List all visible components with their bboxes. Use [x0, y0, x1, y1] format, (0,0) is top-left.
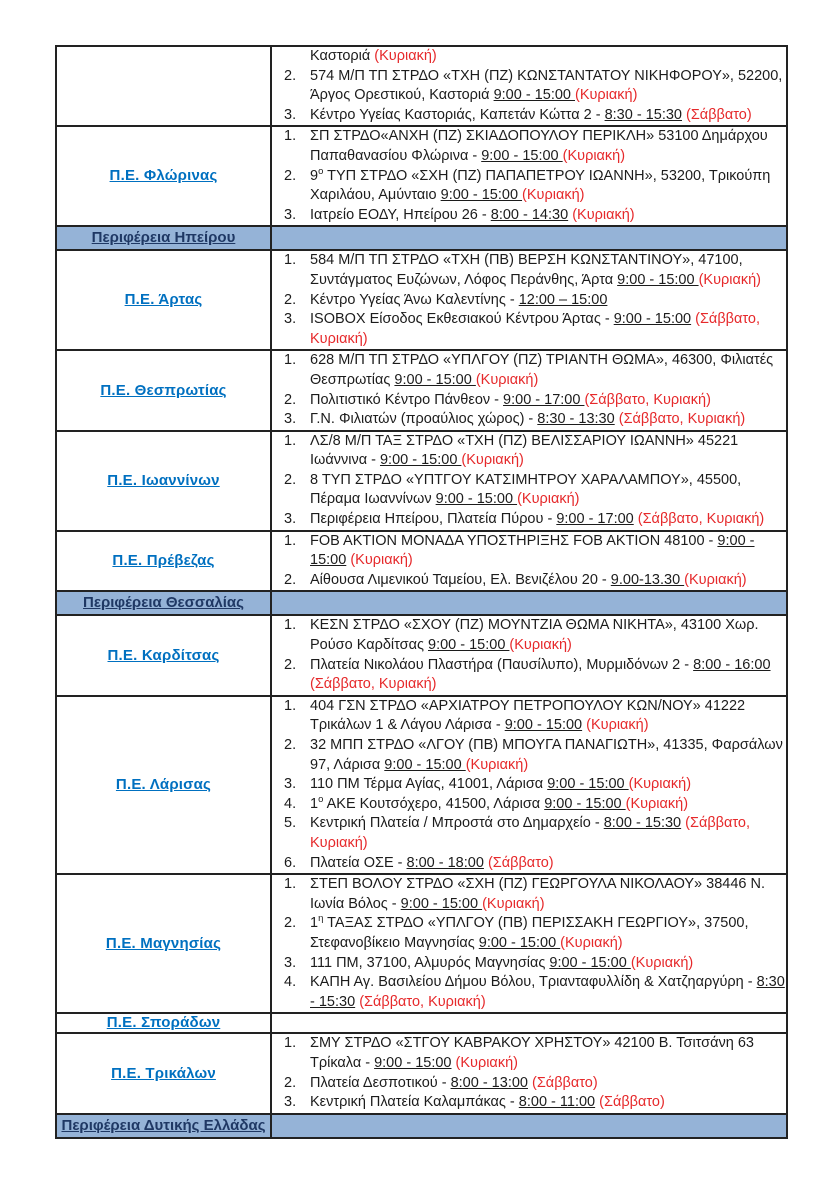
hours-text: 12:00 – 15:00	[518, 291, 608, 308]
unit-row	[56, 126, 787, 226]
document-page	[55, 45, 786, 1139]
unit-row	[56, 1033, 787, 1113]
location-item	[272, 510, 786, 530]
days-text: (Σάββατο)	[599, 1094, 665, 1111]
item-number: 3.	[284, 411, 297, 428]
region-header-row	[56, 1114, 787, 1138]
days-text: (Κυριακή)	[465, 756, 529, 773]
item-number: 3.	[284, 1094, 297, 1111]
hours-text: 9:00 - 15:00	[374, 1054, 452, 1071]
item-number: 2.	[284, 1074, 297, 1091]
location-item	[272, 410, 786, 430]
hours-text: 9:00 - 15:00	[544, 795, 626, 812]
unit-row	[56, 1013, 787, 1033]
location-item	[272, 736, 786, 775]
hours-text: 8:00 - 14:30	[490, 206, 569, 223]
item-number: 2.	[284, 67, 297, 84]
ordinal-superscript: η	[318, 913, 324, 925]
days-text: (Σάββατο, Κυριακή)	[310, 676, 437, 693]
locations-cell	[271, 531, 787, 592]
locations-cell	[271, 250, 787, 350]
location-item	[272, 973, 786, 1012]
item-text: ΚΕΣΝ ΣΤΡΔΟ «ΣΧΟΥ (ΠΖ) ΜΟΥΝΤΖΙΑ ΘΩΜΑ ΝΙΚΗΤΑ», 43100 Χωρ. Ρούσο Καρδίτσας 9:00 - 15:00 (Κυριακή)	[310, 617, 759, 654]
item-text: Κεντρική Πλατεία Καλαμπάκας - 8:00 - 11:00 (Σάββατο)	[310, 1094, 665, 1111]
unit-label-cell	[56, 126, 271, 226]
unit-label-link[interactable]: Π.Ε. Ιωαννίνων	[107, 471, 220, 489]
item-number: 1.	[284, 697, 297, 714]
location-item	[272, 656, 786, 695]
hours-text: 8:00 - 13:00	[450, 1074, 528, 1091]
item-text: $1^o$ ΑΚΕ Κουτσόχερο, 41500, Λάρισα 9:00 - 15:00 (Κυριακή)	[310, 793, 689, 812]
hours-text: 9:00 - 15:00	[547, 776, 629, 793]
days-text: (Σάββατο, Κυριακή)	[584, 391, 711, 408]
item-number: 2.	[284, 391, 297, 408]
hours-text: 9:00 - 15:00	[428, 637, 510, 654]
locations-cell	[271, 431, 787, 531]
hours-text: 9:00 - 15:00	[435, 491, 518, 508]
unit-label-cell	[56, 696, 271, 874]
location-item	[272, 106, 786, 126]
days-text: (Κυριακή)	[572, 206, 635, 223]
days-text: (Κυριακή)	[517, 491, 580, 508]
hours-text: 8:30 - 15:30	[604, 106, 682, 123]
unit-row	[56, 250, 787, 350]
location-item	[272, 914, 786, 953]
item-number: 1.	[284, 128, 297, 145]
unit-row	[56, 350, 787, 430]
hours-text: 9:00 - 15:00	[478, 934, 561, 951]
days-text: (Κυριακή)	[698, 271, 762, 288]
location-item	[272, 351, 786, 390]
region-header-label[interactable]: Περιφέρεια Ηπείρου	[91, 229, 236, 247]
item-text: 628 Μ/Π ΤΠ ΣΤΡΔΟ «ΥΠΛΓΟΥ (ΠΖ) ΤΡΙΑΝΤΗ ΘΩΜΑ», 46300, Φιλιατές Θεσπρωτίας 9:00 - 15:00 (Κυριακή)	[310, 352, 774, 388]
item-text: ΣΤΕΠ ΒΟΛΟΥ ΣΤΡΔΟ «ΣΧΗ (ΠΖ) ΓΕΩΡΓΟΥΛΑ ΝΙΚΟΛΑΟΥ» 38446 Ν. Ιωνία Βόλος - 9:00 - 15:00 (Κυριακή)	[310, 876, 765, 912]
days-text: (Κυριακή)	[374, 48, 437, 64]
unit-label-cell	[56, 250, 271, 350]
item-text: $9^o$ ΤΥΠ ΣΤΡΔΟ «ΣΧΗ (ΠΖ) ΠΑΠΑΠΕΤΡΟΥ ΙΩΑΝΝΗ», 53200, Τρικούπη Χαριλάου, Αμύνταιο 9:00 - 15:00 (Κυριακή)	[310, 165, 771, 204]
days-text: (Κυριακή)	[482, 895, 545, 912]
item-number: 1.	[284, 252, 297, 269]
hours-text: 9:00 - 15:00	[310, 532, 755, 569]
item-number: 4.	[284, 974, 297, 991]
unit-label-link[interactable]: Π.Ε. Τρικάλων	[111, 1064, 216, 1082]
hours-text: 9:00 - 15:00	[493, 87, 575, 104]
ordinal-superscript: ο	[318, 793, 324, 805]
item-number: 1.	[284, 432, 297, 449]
testing-points-table	[55, 45, 788, 1139]
location-item	[272, 1093, 786, 1113]
location-item	[272, 206, 786, 226]
item-text: 32 ΜΠΠ ΣΤΡΔΟ «ΛΓΟΥ (ΠΒ) ΜΠΟΥΓΑ ΠΑΝΑΓΙΩΤΗ», 41335, Φαρσάλων 97, Λάρισα 9:00 - 15:00 (Κυριακή)	[310, 737, 783, 773]
location-item	[272, 127, 786, 166]
days-text: (Κυριακή)	[560, 934, 623, 951]
hours-text: 9.00-13.30	[610, 571, 685, 588]
unit-label-link[interactable]: Π.Ε. Πρέβεζας	[112, 552, 215, 570]
item-text: 574 Μ/Π ΤΠ ΣΤΡΔΟ «ΤΧΗ (ΠΖ) ΚΩΝΣΤΑΝΤΑΤΟΥ ΝΙΚΗΦΟΡΟΥ», 52200, Άργος Ορεστικού, Καστοριά 9:00 - 15:00 (Κυριακή)	[310, 67, 783, 104]
item-text: ΣΠ ΣΤΡΔΟ«ΑΝΧΗ (ΠΖ) ΣΚΙΑΔΟΠΟΥΛΟΥ ΠΕΡΙΚΛΗ» 53100 Δημάρχου Παπαθανασίου Φλώρινα - 9:00 - 15:00 (Κυριακή)	[310, 128, 768, 164]
hours-text: 8:00 - 15:30	[603, 815, 682, 832]
item-number: 6.	[284, 854, 297, 871]
item-number: 3.	[284, 311, 297, 328]
unit-label-cell	[56, 874, 271, 1013]
item-text: 110 ΠΜ Τέρμα Αγίας, 41001, Λάρισα 9:00 - 15:00 (Κυριακή)	[310, 776, 692, 793]
item-number: 4.	[284, 795, 297, 812]
item-number: 2.	[284, 571, 297, 588]
unit-row	[56, 615, 787, 695]
days-text: (Κυριακή)	[455, 1054, 518, 1071]
item-text: FOB AKTION ΜΟΝΑΔΑ ΥΠΟΣΤΗΡΙΞΗΣ FOB AKTION 48100 - 9:00 - 15:00 (Κυριακή)	[310, 532, 755, 569]
days-text: (Κυριακή)	[684, 571, 747, 588]
item-text: Αίθουσα Λιμενικού Ταμείου, Ελ. Βενιζέλου 20 - 9.00-13.30 (Κυριακή)	[310, 571, 747, 588]
item-number: 3.	[284, 511, 297, 528]
unit-label-link[interactable]: Π.Ε. Θεσπρωτίας	[100, 381, 227, 399]
location-item	[272, 875, 786, 914]
unit-label-cell	[56, 615, 271, 695]
location-item	[272, 391, 786, 411]
days-text: (Κυριακή)	[522, 187, 585, 204]
hours-text: 9:00 - 17:00	[556, 511, 634, 528]
locations-cell	[271, 126, 787, 226]
region-header-row	[56, 226, 787, 250]
region-header-cell	[56, 226, 271, 250]
roster-body	[56, 46, 787, 1138]
item-text: 584 Μ/Π ΤΠ ΣΤΡΔΟ «ΤΧΗ (ΠΒ) ΒΕΡΣΗ ΚΩΝΣΤΑΝΤΙΝΟΥ», 47100, Συντάγματος Ευζώνων, Λόφος Περάνθης, Άρτα 9:00 - 15:00 (Κυριακή)	[310, 252, 762, 288]
hours-text: 9:00 - 15:00	[549, 954, 631, 971]
region-header-spacer-cell	[271, 591, 787, 615]
unit-row	[56, 431, 787, 531]
item-text: ΛΣ/8 Μ/Π ΤΑΞ ΣΤΡΔΟ «ΤΧΗ (ΠΖ) ΒΕΛΙΣΣΑΡΙΟΥ ΙΩΑΝΝΗ» 45221 Ιωάννινα - 9:00 - 15:00 (Κυριακή)	[310, 432, 739, 469]
item-number: 3.	[284, 206, 297, 223]
locations-cell	[271, 1013, 787, 1033]
days-text: (Σάββατο, Κυριακή)	[310, 311, 760, 347]
unit-label-link[interactable]: Π.Ε. Καρδίτσας	[107, 646, 220, 664]
unit-row	[56, 531, 787, 592]
unit-label-cell	[56, 431, 271, 531]
unit-label-link[interactable]: Π.Ε. Μαγνησίας	[105, 934, 222, 952]
locations-cell	[271, 350, 787, 430]
item-number: 2.	[284, 471, 297, 488]
item-text: Πλατεία Νικολάου Πλαστήρα (Παυσίλυπο), Μυρμιδόνων 2 - 8:00 - 16:00 (Σάββατο, Κυριακή)	[310, 656, 771, 693]
hours-text: 9:00 - 15:00	[440, 187, 523, 204]
unit-label-link[interactable]: Π.Ε. Άρτας	[124, 291, 203, 309]
item-text: ΚΑΠΗ Αγ. Βασιλείου Δήμου Βόλου, Τριανταφυλλίδη & Χατζηαργύρη - 8:30 - 15:30 (Σάββατο, Κυριακή)	[310, 974, 785, 1010]
location-item	[272, 854, 786, 874]
location-item	[272, 310, 786, 349]
location-item	[272, 47, 786, 67]
locations-cell	[271, 46, 787, 126]
hours-text: 9:00 - 15:00	[504, 717, 583, 734]
unit-label-cell	[56, 350, 271, 430]
days-text: (Κυριακή)	[575, 87, 638, 104]
location-item	[272, 571, 786, 591]
location-item	[272, 167, 786, 206]
days-text: (Κυριακή)	[350, 552, 413, 569]
hours-text: 9:00 - 15:00	[394, 371, 476, 388]
item-number: 1.	[284, 876, 297, 893]
unit-label-cell	[56, 1013, 271, 1033]
location-item	[272, 1034, 786, 1073]
item-text: ISOBOX Είσοδος Εκθεσιακού Κέντρου Άρτας - 9:00 - 15:00 (Σάββατο, Κυριακή)	[310, 311, 760, 347]
unit-row	[56, 874, 787, 1013]
days-text: (Κυριακή)	[586, 717, 649, 734]
location-item	[272, 954, 786, 974]
item-text: Κέντρο Υγείας Άνω Καλεντίνης - 12:00 – 15:00	[310, 291, 608, 308]
locations-cell	[271, 615, 787, 695]
location-item	[272, 251, 786, 290]
hours-text: 9:00 - 15:00	[617, 271, 699, 288]
item-text: Πλατεία Δεσποτικού - 8:00 - 13:00 (Σάββατο)	[310, 1074, 598, 1091]
hours-text: 8:00 - 16:00	[693, 656, 771, 673]
item-text: Κέντρο Υγείας Καστοριάς, Καπετάν Κώττα 2 - 8:30 - 15:30 (Σάββατο)	[310, 106, 752, 123]
days-text: (Κυριακή)	[562, 147, 626, 164]
region-header-label[interactable]: Περιφέρεια Θεσσαλίας	[83, 594, 244, 612]
location-item	[272, 1074, 786, 1094]
location-item	[272, 814, 786, 853]
days-text: (Κυριακή)	[628, 776, 692, 793]
region-header-label[interactable]: Περιφέρεια Δυτικής Ελλάδας	[61, 1116, 266, 1134]
item-number: 2.	[284, 656, 297, 673]
unit-label-link[interactable]: Π.Ε. Λάρισας	[115, 775, 212, 793]
days-text: (Σάββατο, Κυριακή)	[637, 511, 765, 528]
item-text: $1^\eta$ ΤΑΞΑΣ ΣΤΡΔΟ «ΥΠΛΓΟΥ (ΠΒ) ΠΕΡΙΣΣΑΚΗ ΓΕΩΡΓΙΟΥ», 37500, Στεφανοβίκειο Μαγνησίας 9:00 - 15:00 (Κυριακή)	[310, 913, 749, 951]
location-item	[272, 795, 786, 815]
days-text: (Σάββατο)	[532, 1074, 598, 1091]
location-item	[272, 775, 786, 795]
item-text: Πλατεία ΟΣΕ - 8:00 - 18:00 (Σάββατο)	[310, 854, 554, 871]
item-number: 2.	[284, 737, 297, 753]
hours-text: 8:00 - 11:00	[518, 1094, 596, 1111]
hours-text: 8:00 - 18:00	[406, 854, 484, 871]
days-text: (Κυριακή)	[475, 371, 539, 388]
item-text: Περιφέρεια Ηπείρου, Πλατεία Πύρου - 9:00 - 17:00 (Σάββατο, Κυριακή)	[310, 511, 765, 528]
item-number: 1.	[284, 617, 297, 634]
item-text: 404 ΓΣΝ ΣΤΡΔΟ «ΑΡΧΙΑΤΡΟΥ ΠΕΤΡΟΠΟΥΛΟΥ ΚΩΝ/ΝΟΥ» 41222 Τρικάλων 1 & Λάγου Λάρισα - 9:00 - 15:00 (Κυριακή)	[310, 697, 746, 734]
days-text: (Σάββατο)	[686, 106, 752, 123]
days-text: (Κυριακή)	[509, 637, 572, 654]
item-number: 2.	[284, 167, 297, 184]
hours-text: 8:30 - 13:30	[537, 411, 615, 428]
days-text: (Κυριακή)	[625, 795, 689, 812]
unit-label-link[interactable]: Π.Ε. Σποράδων	[106, 1014, 221, 1032]
region-header-spacer-cell	[271, 226, 787, 250]
empty-locations	[272, 1014, 786, 1032]
location-item	[272, 67, 786, 106]
days-text: (Κυριακή)	[630, 954, 694, 971]
item-text: Γ.Ν. Φιλιατών (προαύλιος χώρος) - 8:30 - 13:30 (Σάββατο, Κυριακή)	[310, 411, 746, 428]
hours-text: 9:00 - 15:00	[481, 147, 563, 164]
region-header-spacer-cell	[271, 1114, 787, 1138]
days-text: (Σάββατο, Κυριακή)	[310, 815, 751, 851]
item-number: 3.	[284, 954, 297, 971]
item-text: Κεντρική Πλατεία / Μπροστά στο Δημαρχείο - 8:00 - 15:30 (Σάββατο, Κυριακή)	[310, 815, 751, 851]
item-number: 1.	[284, 532, 297, 549]
days-text: (Σάββατο, Κυριακή)	[618, 411, 746, 428]
hours-text: 9:00 - 17:00	[503, 391, 585, 408]
days-text: (Σάββατο)	[487, 854, 554, 871]
item-text: ΣΜΥ ΣΤΡΔΟ «ΣΤΓΟΥ ΚΑΒΡΑΚΟΥ ΧΡΗΣΤΟΥ» 42100 Β. Τσιτσάνη 63 Τρίκαλα - 9:00 - 15:00 (Κυριακή)	[310, 1035, 754, 1071]
locations-cell	[271, 696, 787, 874]
unit-label-cell	[56, 1033, 271, 1113]
unit-label-link[interactable]: Π.Ε. Φλώρινας	[109, 167, 218, 185]
hours-text: 9:00 - 15:00	[384, 756, 466, 773]
unit-row	[56, 696, 787, 874]
region-header-row	[56, 591, 787, 615]
item-number: 5.	[284, 815, 297, 832]
item-number: 2.	[284, 915, 297, 932]
hours-text: 9:00 - 15:00	[379, 452, 462, 469]
item-text: Πολιτιστικό Κέντρο Πάνθεον - 9:00 - 17:00 (Σάββατο, Κυριακή)	[310, 391, 711, 408]
region-header-cell	[56, 1114, 271, 1138]
location-item	[272, 697, 786, 736]
item-number: 3.	[284, 106, 297, 123]
item-text: Καστοριά (Κυριακή)	[310, 48, 437, 64]
item-number: 3.	[284, 776, 297, 793]
unit-row	[56, 46, 787, 126]
locations-cell	[271, 1033, 787, 1113]
item-text: 8 ΤΥΠ ΣΤΡΔΟ «ΥΠΤΓΟΥ ΚΑΤΣΙΜΗΤΡΟΥ ΧΑΡΑΛΑΜΠΟΥ», 45500, Πέραμα Ιωαννίνων 9:00 - 15:00 (Κυριακή)	[310, 471, 742, 508]
days-text: (Κυριακή)	[461, 452, 524, 469]
item-number: 2.	[284, 291, 297, 308]
locations-cell	[271, 874, 787, 1013]
item-text: Ιατρείο ΕΟΔΥ, Ηπείρου 26 - 8:00 - 14:30 (Κυριακή)	[310, 206, 635, 223]
ordinal-superscript: ο	[318, 165, 324, 177]
location-item	[272, 291, 786, 311]
hours-text: 9:00 - 15:00	[400, 895, 483, 912]
region-header-cell	[56, 591, 271, 615]
days-text: (Σάββατο, Κυριακή)	[359, 993, 486, 1010]
location-item	[272, 532, 786, 571]
item-text: 111 ΠΜ, 37100, Αλμυρός Μαγνησίας 9:00 - 15:00 (Κυριακή)	[310, 954, 694, 971]
location-item	[272, 471, 786, 510]
item-number: 1.	[284, 352, 297, 369]
hours-text: 8:30 - 15:30	[310, 974, 785, 1010]
item-number: 1.	[284, 1035, 297, 1052]
location-item	[272, 616, 786, 655]
hours-text: 9:00 - 15:00	[613, 311, 692, 328]
location-item	[272, 432, 786, 471]
unit-label-cell	[56, 531, 271, 592]
unit-label-cell	[56, 46, 271, 126]
